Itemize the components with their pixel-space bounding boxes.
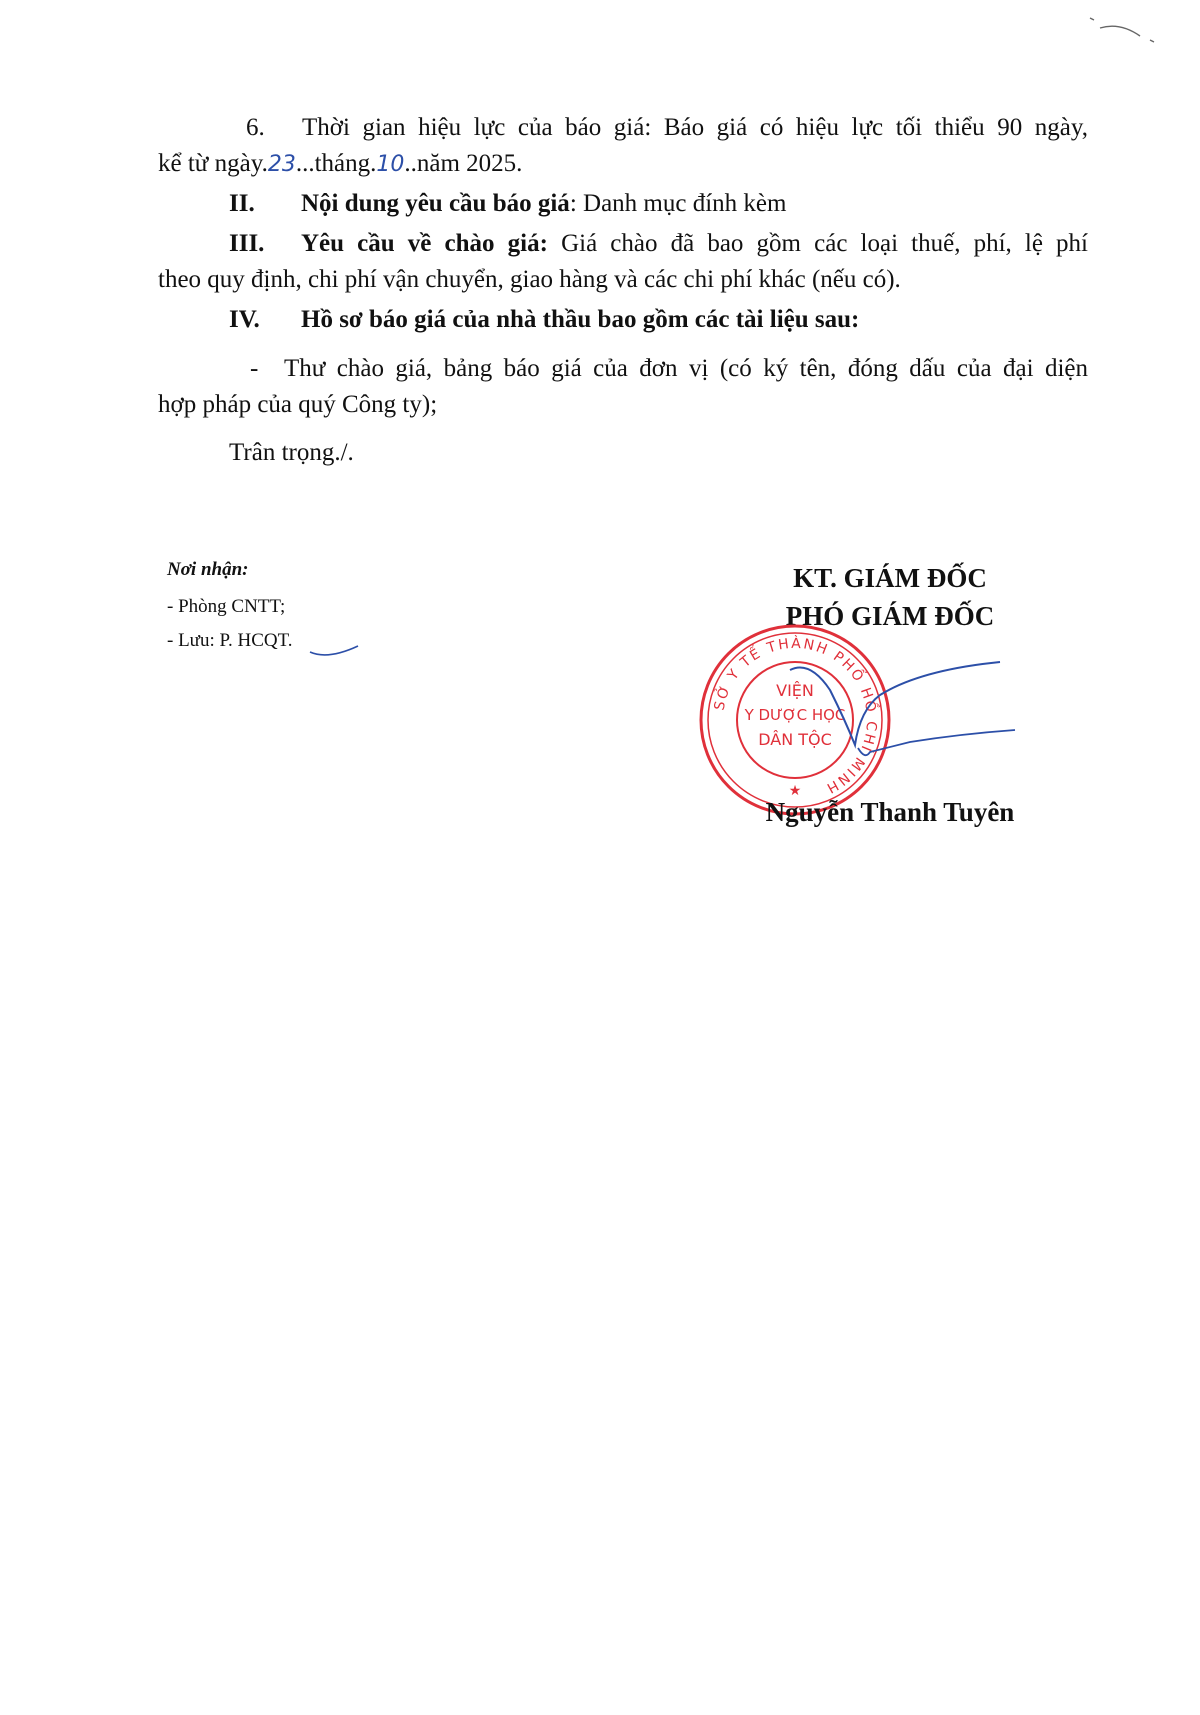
- item6-line1: [246, 112, 1088, 144]
- initial-mark: [308, 636, 360, 660]
- seal-ring-text: SỞ Y TẾ THÀNH PHỐ HỒ CHÍ MINH: [711, 635, 880, 797]
- section-3-line2: [158, 264, 901, 296]
- signer-name: Nguyễn Thanh Tuyên: [765, 797, 1015, 827]
- section-3-line1: [229, 228, 1088, 260]
- seal-center-line3: DÂN TỘC: [758, 730, 832, 749]
- year-text: ..năm 2025.: [404, 150, 523, 177]
- bullet-text-line1: Thư chào giá, bảng báo giá của đơn vị (có ký tên, đóng dấu của đại diện: [284, 355, 1088, 382]
- handwritten-signature: [770, 650, 1020, 790]
- section-4-bullet-line2: [158, 389, 437, 421]
- seal-center-line2: Y DƯỢC HỌC: [744, 706, 846, 724]
- month-prefix: ...tháng.: [295, 150, 377, 177]
- section-4-bullet-line1: [250, 353, 1088, 385]
- recipient-item-2: - Lưu: P. HCQT.: [167, 630, 293, 651]
- item6-line2: [158, 148, 522, 181]
- bullet-text-line2: hợp pháp của quý Công ty);: [158, 391, 438, 418]
- section-4: [229, 304, 859, 336]
- item6-number: 6.: [246, 114, 265, 141]
- section-3-text-line2: theo quy định, chi phí vận chuyển, giao hàng và các chi phí khác (nếu có).: [158, 266, 901, 293]
- signature-title-2: PHÓ GIÁM ĐỐC: [785, 601, 995, 631]
- scan-mark: [1080, 10, 1170, 50]
- section-2-numeral: II.: [229, 190, 255, 217]
- closing-text: Trân trọng./.: [229, 439, 354, 466]
- seal-center-line1: VIỆN: [776, 681, 814, 700]
- signature-title-1: KT. GIÁM ĐỐC: [793, 563, 987, 593]
- section-3-heading: Yêu cầu về chào giá:: [301, 230, 548, 257]
- section-3-text-line1: Giá chào đã bao gồm các loại thuế, phí, lệ phí: [547, 230, 1089, 257]
- recipients-title: Nơi nhận:: [167, 559, 249, 580]
- recipient-item-1: - Phòng CNTT;: [167, 596, 286, 617]
- section-2-text: : Danh mục đính kèm: [569, 190, 787, 217]
- item6-text-line1: Thời gian hiệu lực của báo giá: Báo giá có hiệu lực tối thiểu 90 ngày,: [302, 114, 1088, 141]
- handwritten-month: 10: [376, 152, 405, 177]
- section-3-numeral: III.: [229, 230, 265, 257]
- section-4-heading: Hồ sơ báo giá của nhà thầu bao gồm các tài liệu sau:: [301, 306, 860, 333]
- bullet-dash: -: [250, 355, 259, 382]
- section-4-numeral: IV.: [229, 306, 260, 333]
- svg-text:★: ★: [788, 783, 802, 799]
- handwritten-day: 23: [267, 152, 296, 177]
- section-2-heading: Nội dung yêu cầu báo giá: [301, 190, 570, 217]
- section-2: [229, 188, 786, 220]
- date-prefix: kể từ ngày.: [158, 150, 268, 177]
